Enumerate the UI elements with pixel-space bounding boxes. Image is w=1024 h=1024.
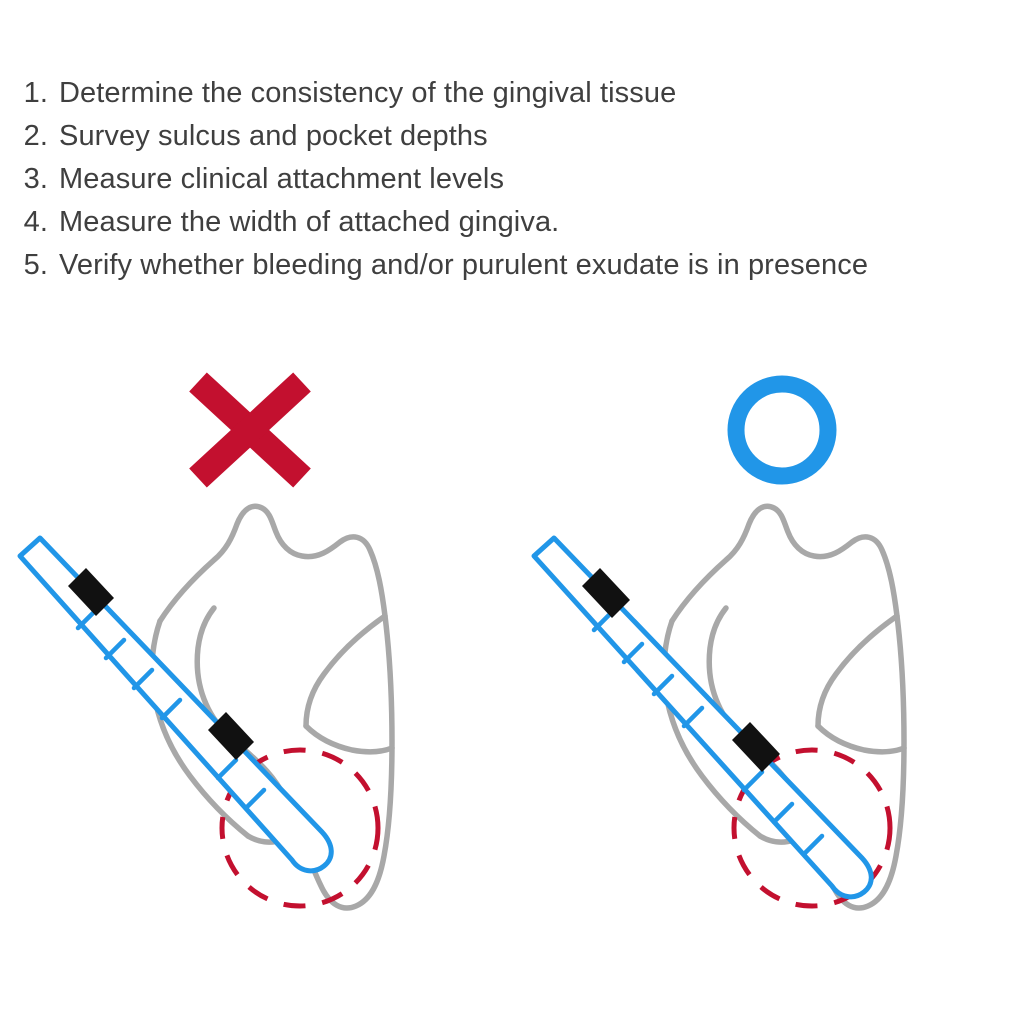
list-item [8, 115, 1018, 158]
list-item-label: Survey sulcus and pocket depths [59, 120, 488, 152]
figure-correct-probing [512, 360, 1024, 1024]
list-item-number: 4. [23, 206, 48, 238]
list-item-number: 5. [23, 249, 48, 281]
list-item-label: Verify whether bleeding and/or purulent exudate is in presence [59, 249, 869, 281]
incorrect-probing-illustration [0, 360, 512, 1024]
list-item-label: Measure the width of attached gingiva. [59, 206, 560, 238]
list-item-number: 2. [23, 120, 48, 152]
list-item-number: 3. [23, 163, 48, 195]
periodontal-probe [20, 538, 331, 871]
list-item [8, 72, 1018, 115]
list-item-label: Determine the consistency of the gingival tissue [59, 77, 677, 109]
figure-incorrect-probing [0, 360, 512, 1024]
list-item [8, 158, 1018, 201]
correct-probing-illustration [512, 360, 1024, 1024]
figure-pair [0, 360, 1024, 1024]
list-item-number: 1. [23, 77, 48, 109]
list-item [8, 201, 1018, 244]
list-item [8, 244, 1018, 287]
list-item-label: Measure clinical attachment levels [59, 163, 505, 195]
instruction-list [8, 72, 1018, 287]
